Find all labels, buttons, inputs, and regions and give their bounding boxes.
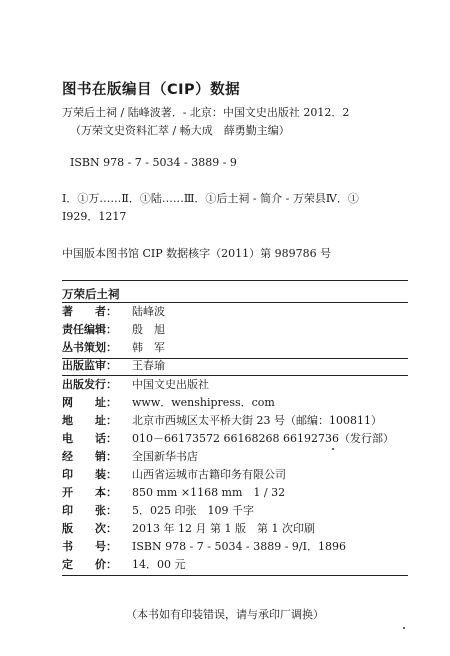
- cip-isbn: ISBN 978 - 7 - 5034 - 3889 - 9: [70, 156, 237, 169]
- pub-row-edition: [62, 521, 315, 537]
- pub-row-format: [62, 485, 285, 501]
- pub-row-price: [62, 557, 186, 573]
- pub-row-sheets: [62, 503, 254, 519]
- pub-value: 全国新华书店: [132, 450, 198, 463]
- pub-label: 版 次：: [62, 522, 117, 535]
- pub-row-isbn: [62, 539, 346, 555]
- credit-value: 王春瑜: [132, 359, 165, 372]
- cip-classification: Ⅰ929．1217: [62, 210, 127, 223]
- print-error-notice: （本书如有印装错误，请与承印厂调换）: [126, 608, 324, 621]
- print-speck: [332, 448, 334, 450]
- pub-row-printer: [62, 467, 286, 483]
- credit-row-planner: [62, 340, 165, 356]
- pub-value: www．wenshipress．com: [132, 396, 275, 409]
- top-rule: [62, 280, 408, 281]
- credit-label: 著 者：: [62, 305, 117, 318]
- credit-row-supervisor: [62, 358, 165, 374]
- cip-subject-line: Ⅰ．①万……Ⅱ．①陆……Ⅲ．①后土祠 - 简介 - 万荣县Ⅳ．①: [62, 192, 359, 205]
- cip-record-number: 中国版本图书馆 CIP 数据核字（2011）第 989786 号: [62, 247, 332, 260]
- pub-label: 经 销：: [62, 450, 117, 463]
- pub-label: 印 张：: [62, 504, 117, 517]
- pub-value: 北京市西城区太平桥大街 23 号（邮编：100811）: [132, 414, 382, 427]
- pub-value: 2013 年 12 月 第 1 版 第 1 次印刷: [132, 522, 315, 535]
- pub-value: 14．00 元: [132, 558, 186, 571]
- cip-heading: 图书在版编目（CIP）数据: [62, 82, 241, 98]
- bottom-rule: [62, 575, 408, 576]
- pub-label: 出版发行：: [62, 378, 117, 391]
- title-rule: [62, 302, 408, 303]
- publishing-divider: [62, 375, 408, 376]
- credit-label: 责任编辑：: [62, 323, 117, 336]
- pub-row-distributor: [62, 449, 198, 465]
- book-title: 万荣后土祠: [62, 287, 120, 301]
- pub-value: 山西省运城市古籍印务有限公司: [132, 468, 286, 481]
- credit-value: 韩 军: [132, 341, 165, 354]
- pub-value: 中国文史出版社: [132, 378, 209, 391]
- pub-value: ISBN 978 - 7 - 5034 - 3889 - 9/Ⅰ．1896: [132, 540, 346, 553]
- pub-value: 010－66173572 66168268 66192736（发行部）: [132, 432, 394, 445]
- credit-label: 出版监审：: [62, 359, 117, 372]
- pub-value: 5．025 印张 109 千字: [132, 504, 254, 517]
- pub-label: 电 话：: [62, 432, 117, 445]
- cip-bibliographic-line: 万荣后土祠 / 陆峰波著．- 北京：中国文史出版社 2012．2: [62, 106, 350, 119]
- print-speck: [403, 627, 405, 629]
- pub-row-publisher: [62, 377, 209, 393]
- pub-row-website: [62, 395, 275, 411]
- cip-series-line: （万荣文史资料汇萃 / 畅大成 薛勇勤主编）: [70, 124, 290, 137]
- credit-row-author: [62, 304, 165, 320]
- pub-row-phone: [62, 431, 394, 447]
- pub-label: 地 址：: [62, 414, 117, 427]
- pub-value: 850 mm ×1168 mm 1 / 32: [132, 486, 286, 499]
- pub-label: 印 装：: [62, 468, 117, 481]
- pub-label: 定 价：: [62, 558, 117, 571]
- credit-label: 丛书策划：: [62, 341, 117, 354]
- pub-label: 书 号：: [62, 540, 117, 553]
- credit-value: 陆峰波: [132, 305, 165, 318]
- pub-label: 开 本：: [62, 486, 117, 499]
- credit-value: 殷 旭: [132, 323, 165, 336]
- pub-row-address: [62, 413, 382, 429]
- pub-label: 网 址：: [62, 396, 117, 409]
- credit-row-editor: [62, 322, 165, 338]
